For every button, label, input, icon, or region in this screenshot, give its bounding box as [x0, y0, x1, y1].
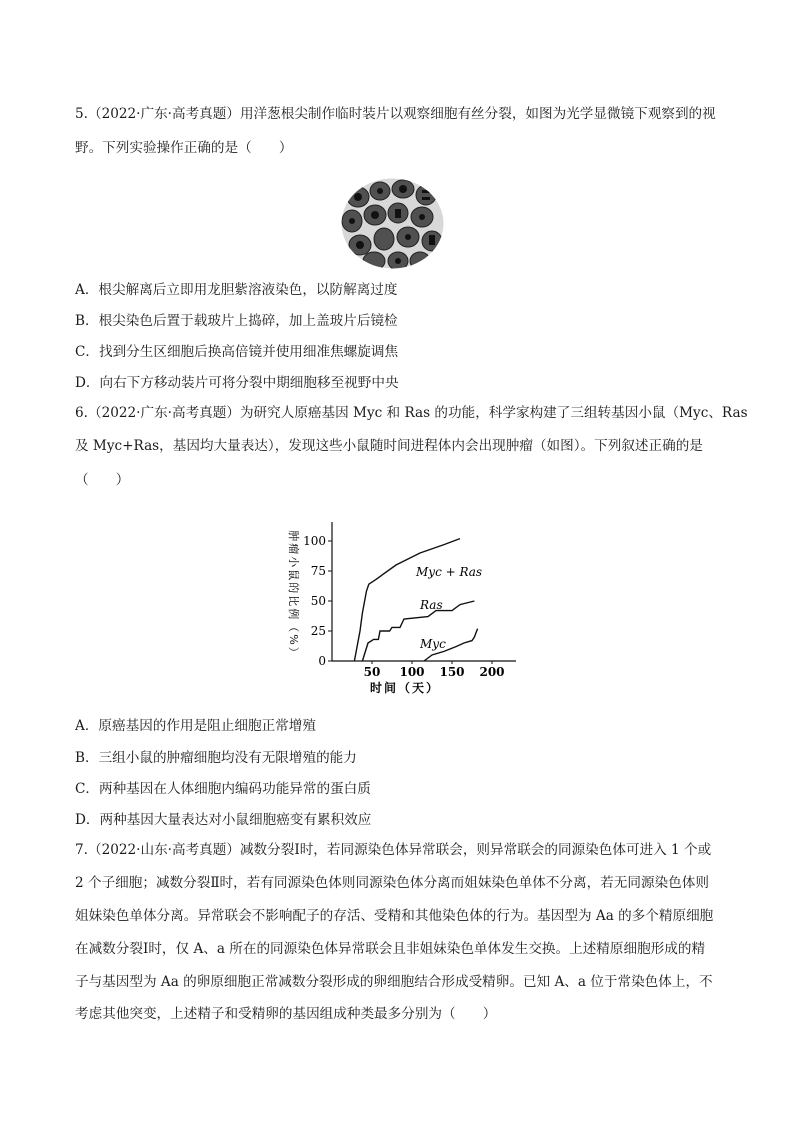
q5-option-d: D．向右下方移动装片可将分裂中期细胞移至视野中央 [75, 375, 399, 391]
series-label-myc-ras: Myc + Ras [416, 565, 483, 579]
q7-stem-line-5: 子与基因型为 Aa 的卵原细胞正常减数分裂形成的卵细胞结合形成受精卵。已知 A、a 位于常染色体上，不 [75, 974, 713, 990]
q5-stem-line-1: 5.（2022·广东·高考真题）用洋葱根尖制作临时装片以观察细胞有丝分裂，如图为光学显微镜下观察到的视 [75, 106, 716, 122]
q5-option-b: B．根尖染色后置于载玻片上捣碎，加上盖玻片后镜检 [75, 313, 398, 329]
series-label-ras: Ras [420, 598, 443, 612]
q6-option-b: B．三组小鼠的肿瘤细胞均没有无限增殖的能力 [75, 750, 357, 766]
chart-xlabel: 时间（天） [369, 681, 441, 695]
x-tick-label: 150 [439, 665, 465, 679]
q6-stem-line-1: 6.（2022·广东·高考真题）为研究人原癌基因 Myc 和 Ras 的功能，科学家构建了三组转基因小鼠（Myc、Ras [75, 405, 748, 421]
series-line-ras [362, 601, 474, 661]
microscope-field-image [340, 177, 445, 270]
q7-stem-line-4: 在减数分裂Ⅰ时，仅 A、a 所在的同源染色体异常联会且非姐妹染色单体发生交换。上述精原细胞形成的精 [75, 941, 706, 957]
q7-stem-line-3: 姐妹染色单体分离。异常联会不影响配子的存活、受精和其他染色体的行为。基因型为 Aa 的多个精原细胞 [75, 908, 714, 924]
y-tick-label: 25 [310, 624, 326, 638]
q5-option-a: A．根尖解离后立即用龙胆紫溶液染色，以防解离过度 [75, 282, 398, 298]
y-tick-label: 0 [318, 654, 326, 668]
q6-stem-line-3: （ ） [75, 472, 130, 488]
q7-stem-line-1: 7.（2022·山东·高考真题）减数分裂Ⅰ时，若同源染色体异常联会，则异常联会的同源染色体可进入 1 个或 [75, 842, 712, 858]
q6-option-d: D．两种基因大量表达对小鼠细胞癌变有累积效应 [75, 812, 372, 828]
chart-ylabel: 肿瘤小鼠的比例（%） [287, 530, 300, 660]
q6-option-a: A．原癌基因的作用是阻止细胞正常增殖 [75, 718, 316, 734]
q5-option-c: C．找到分生区细胞后换高倍镜并使用细准焦螺旋调焦 [75, 344, 399, 360]
y-tick-label: 50 [310, 594, 326, 608]
x-tick-label: 100 [399, 665, 425, 679]
q7-stem-line-6: 考虑其他突变，上述精子和受精卵的基因组成种类最多分别为（ ） [75, 1006, 497, 1022]
tumor-chart [270, 518, 520, 703]
q6-stem-line-2: 及 Myc+Ras，基因均大量表达），发现这些小鼠随时间进程体内会出现肿瘤（如图）。下列叙述正确的是 [75, 438, 703, 454]
x-tick-label: 50 [363, 665, 381, 679]
series-label-myc: Myc [420, 637, 446, 651]
x-tick-label: 200 [479, 665, 505, 679]
y-tick-label: 100 [303, 534, 326, 548]
q5-stem-line-2: 野。下列实验操作正确的是（ ） [75, 140, 293, 156]
y-tick-label: 75 [310, 564, 326, 578]
q6-option-c: C．两种基因在人体细胞内编码功能异常的蛋白质 [75, 781, 371, 797]
q7-stem-line-2: 2 个子细胞；减数分裂Ⅱ时，若有同源染色体则同源染色体分离而姐妹染色单体不分离，若无同源染色体则 [75, 875, 709, 891]
